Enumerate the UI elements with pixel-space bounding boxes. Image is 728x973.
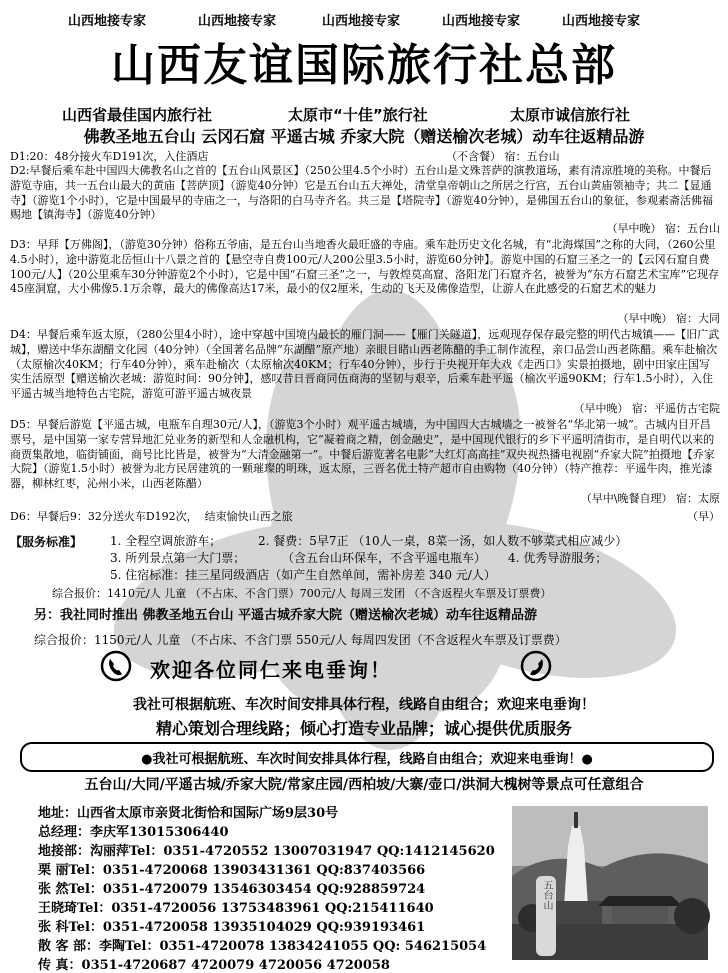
phone-icon <box>520 650 552 682</box>
contact-line: 张 科Tel：0351-4720058 13935104029 QQ:939193461 <box>38 920 426 935</box>
notice-box <box>20 742 714 772</box>
tagline: 山西地接专家 <box>68 14 147 29</box>
tagline: 山西地接专家 <box>562 14 641 29</box>
award-badge: 太原市“十佳”旅行社 <box>288 106 428 124</box>
tagline: 山西地接专家 <box>198 14 277 29</box>
contact-line: 张 然Tel：0351-4720079 13546303454 QQ:928859724 <box>38 882 426 897</box>
itinerary-day-3: D3：早拜【万佛阁】，（游览30分钟）俗称五爷庙，是五台山当地香火最旺盛的寺庙。乘车赴历史文化名城，有“北海煤国”之称的大同，（260公里4.5小时），途中游览北岳恒山十八景之首的【悬空寺自费100元/人200公里3.5小时，游览60分钟】。游览中国的石窟三圣之一的【云冈石窟自费100元/人】（20公里乘车30分钟游览2个小时），它是中国“石窟三圣”之一，与敦煌莫高窟、洛阳龙门石窟齐名，被誉为“东方石窟艺术宝库”它现存45座洞窟，大小佛像5.1万余尊，最大的佛像高达17米，最小的仅2厘米，生动的飞天及佛像造型，让游人在此感受的石窟艺术的魅力 <box>10 238 720 296</box>
tour-subtitle: 佛教圣地五台山 云冈石窟 平遥古城 乔家大院（赠送榆次老城）动车往返精品游 <box>83 127 645 146</box>
contact-address: 地址：山西省太原市亲贤北街恰和国际广场9层30号 <box>38 806 339 821</box>
itinerary-day-1: D1:20：48分接火车D191次，入住酒店 （不含餐） 宿：五台山 <box>10 150 560 163</box>
itinerary-day-5: D5：早餐后游览【平遥古城，电瓶车自理30元/人】，（游览3个小时）观平遥古城墙，为中国四大古城墙之一被誉名“华北第一城”。古城内目开昌票号，是中国第一家专营异地汇兑业务的新型和人金融机构，它“凝着商之精，创金融史”，是中国现代银行的乡下平遥明清街市，是自明代以来的商贾集散地，临街铺面，商号比比皆是，被誉为“大清金融第一”。中餐后游览著名电影“大红灯高高挂”双央视热播电视剧“乔家大院”拍摄地【乔家大院】（游览1.5小时）被誉为北方民居建筑的一颗璀璨的明珠，返太原，三晋名优土特产超市自由购物（40分钟）（特产推荐：平遥牛肉，推光漆器，柳林红枣，沁州小米，山西老陈醋） <box>10 418 715 491</box>
notice-box-text: ●我社可根据航班、车次时间安排具体行程，线路自由组合；欢迎来电垂询！● <box>141 752 593 767</box>
itinerary-day-2-end: （早中晚） 宿：五台山 <box>606 222 720 235</box>
tagline: 山西地接专家 <box>322 14 401 29</box>
notice-line: 我社可根据航班、车次时间安排具体行程，线路自由组合；欢迎来电垂询！ <box>133 697 595 713</box>
service-item: 2. 餐费：5早7正 （10人一桌，8菜一汤，如人数不够菜式相应减少） <box>258 534 628 548</box>
itinerary-day-3-end: （早中晚） 宿：大同 <box>617 312 720 325</box>
service-label: 【服务标准】 <box>10 535 83 549</box>
itinerary-day-6: D6：早餐后9：32分送火车D192次， 结束愉快山西之旅 <box>10 510 293 523</box>
contact-line: 地接部：沟丽萍Tel：0351-4720552 13007031947 QQ:1412145620 <box>38 844 495 859</box>
service-item: 4. 优秀导游服务； <box>508 551 608 565</box>
itinerary-day-2: D2:早餐后乘车赴中国四大佛教名山之首的【五台山风景区】（250公里4.5个小时）五台山是文殊菩萨的演教道场，素有清凉胜境的美称。中餐后游览寺庙，共一五台山最大的黄庙【菩萨顶】（游览40分钟）它是五台山五大禅处，清堂皇帝朝山之所居之行宫，五台山黄庙领袖寺；共二【显通寺】（游览1个小时），它是中国最早的寺庙之一，与洛阳的白马寺齐名。共三是【塔院寺】（游览40分钟），是佛国五台山的象征，参观素斋活佛福赐地【镇海寺】（游览40分钟） <box>10 164 713 222</box>
contact-fax: 传 真：0351-4720687 4720079 4720056 4720058 <box>38 958 390 973</box>
price-row: 综合报价：1410元/人 儿童 （不占床、不含门票）700元/人 每周三发团 （不含返程火车票及订票费） <box>52 587 552 600</box>
itinerary-day-4-end: （早中晚） 宿：平遥仿古宅院 <box>573 402 720 415</box>
service-item: 5. 住宿标准：挂三星同级酒店（如产生自然单间，需补房差 340 元/人） <box>110 568 496 582</box>
itinerary-day-6-end: （早） <box>687 510 720 523</box>
welcome-message: 欢迎各位同仁来电垂询！ <box>150 658 392 682</box>
contact-manager: 总经理：李庆军13015306440 <box>38 825 229 840</box>
promo-row: 另：我社同时推出 佛教圣地五台山 平遥古城乔家大院（赠送榆次老城）动车往返精品游 <box>34 608 538 623</box>
tagline-row <box>0 4 728 32</box>
stone-inscription: 五台山 <box>541 880 552 910</box>
page-title: 山西友谊国际旅行社总部 <box>111 40 617 91</box>
price-row: 综合报价：1150元/人 儿童 （不占床、不含门票 550元/人 每周四发团（不含返程火车票及订票费） <box>34 633 567 647</box>
service-item: 3. 所列景点第一大门票； <box>110 551 246 565</box>
contact-line: 散 客 部：李陶Tel：0351-4720078 13834241055 QQ: 546215054 <box>38 939 487 954</box>
itinerary-day-5-end: （早中\晚餐自理） 宿：太原 <box>580 492 720 505</box>
destinations-line: 五台山/大同/平遥古城/乔家大院/常家庄园/西柏坡/大寨/壶口/洪洞大槐树等景点可任意组合 <box>84 777 644 793</box>
tagline: 山西地接专家 <box>442 14 521 29</box>
service-item: 1. 全程空调旅游车； <box>110 534 222 548</box>
contact-line: 栗 丽Tel：0351-4720068 13903431361 QQ:837403566 <box>38 863 426 878</box>
itinerary-day-4: D4：早餐后乘车返太原，（280公里4小时），途中穿越中国境内最长的雁门洞——【雁门关隧道】，远观现存保存最完整的明代古城镇——【旧广武城】，赠送中华东湖醋文化园（40分钟）（全国著名品牌“东湖醋”原产地）亲眼目睹山西老陈醋的手工制作流程，亲口品尝山西老陈醋。乘车赴榆次（太原榆次40KM；行车40分钟），乘车赴榆次（太原榆次40KM；行车40分钟），步行于央视开年大戏《走西口》实景拍摄地，剧中田家庄国写实生活原型【赠送榆次老城：游览时间：90分钟】，感叹昔日晋商同伍商海的坚韧与艰辛，后乘车赴平遥（榆次平遥90KM；行车1.5小时），入住平遥古城当地特色古宅院，游览可游平遥古城夜景 <box>10 328 720 401</box>
welcome-row <box>100 650 560 684</box>
phone-icon <box>100 650 132 682</box>
contact-line: 王晓琦Tel：0351-4720056 13753483961 QQ:215411640 <box>38 901 434 916</box>
service-item: （含五台山环保车，不含平遥电瓶车） <box>282 551 487 565</box>
slogan-line: 精心策划合理线路；倾心打造专业品牌；诚心提供优质服务 <box>155 719 572 738</box>
award-badge: 山西省最佳国内旅行社 <box>62 106 213 124</box>
award-badge: 太原市诚信旅行社 <box>510 106 631 124</box>
